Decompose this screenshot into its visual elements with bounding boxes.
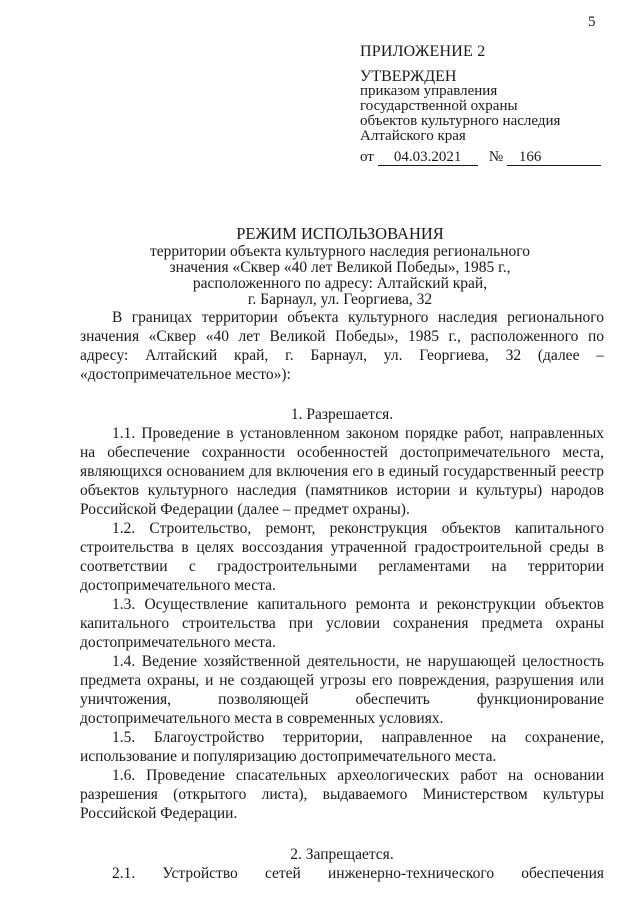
title-line-2: значения «Сквер «40 лет Великой Победы», 1985 г.,	[169, 259, 511, 276]
item-1-2: 1.2. Строительство, ремонт, реконструкция объектов капитального строительства в целях воссоздания утраченной градостроительной среды в соответствии с градостроительными регламентами на территории достопримечательного места.	[80, 520, 604, 594]
document-body	[80, 308, 604, 883]
title-line-4: г. Барнаул, ул. Георгиева, 32	[247, 291, 433, 308]
item-2-1: 2.1. Устройство сетей инженерно-технического обеспечения	[112, 865, 604, 882]
order-date-number-row	[360, 149, 610, 166]
order-number: 166	[507, 149, 601, 166]
title-line-3: расположенного по адресу: Алтайский край,	[192, 275, 488, 292]
item-1-1: 1.1. Проведение в установленном законом порядке работ, направленных на обеспечение сохранности особенностей достопримечательного места, являющихся основанием для включения его в единый государственный реестр объектов культурного наследия (памятников истории и культуры) народов Российской Федерации (далее – предмет охраны).	[80, 425, 604, 518]
appendix-label: ПРИЛОЖЕНИЕ 2	[360, 43, 486, 60]
item-1-5: 1.5. Благоустройство территории, направленное на сохранение, использование и популяризацию достопримечательного места.	[80, 729, 604, 765]
approval-stamp	[360, 44, 610, 166]
item-1-3: 1.3. Осуществление капитального ремонта и реконструкции объектов капитального строительства при условии сохранения предмета охраны достопримечательного места.	[80, 596, 604, 651]
order-line-3: объектов культурного наследия	[360, 113, 561, 129]
order-line-2: государственной охраны	[360, 98, 518, 114]
order-date: 04.03.2021	[378, 149, 478, 166]
intro-paragraph: В границах территории объекта культурного наследия регионального значения «Сквер «40 лет Великой Победы», 1985 г., расположенного по адресу: Алтайский край, г. Барнаул, ул. Георгиева, 32 (далее – «достопримечательное место»):	[80, 309, 604, 383]
page-number: 5	[588, 14, 596, 30]
item-1-6: 1.6. Проведение спасательных археологических работ на основании разрешения (открытого листа), выдаваемого Министерством культуры Российской Федерации.	[80, 767, 604, 822]
date-prefix: от	[360, 149, 374, 165]
section-1-heading: 1. Разрешается.	[290, 406, 394, 423]
order-line-1: приказом управления	[360, 83, 498, 99]
title-regime: РЕЖИМ ИСПОЛЬЗОВАНИЯ	[236, 224, 444, 243]
document-title	[110, 226, 570, 308]
section-2-heading: 2. Запрещается.	[290, 846, 394, 863]
item-1-4: 1.4. Ведение хозяйственной деятельности, не нарушающей целостность предмета охраны, и не создающей угрозы его повреждения, разрушения или уничтожения, позволяющей обеспечить функционирование достопримечательного места в современных условиях.	[80, 653, 604, 727]
order-line-4: Алтайского края	[360, 128, 466, 144]
approved-label: УТВЕРЖДЕН	[360, 68, 457, 85]
title-line-1: территории объекта культурного наследия регионального	[149, 243, 531, 260]
number-prefix: №	[488, 149, 504, 165]
